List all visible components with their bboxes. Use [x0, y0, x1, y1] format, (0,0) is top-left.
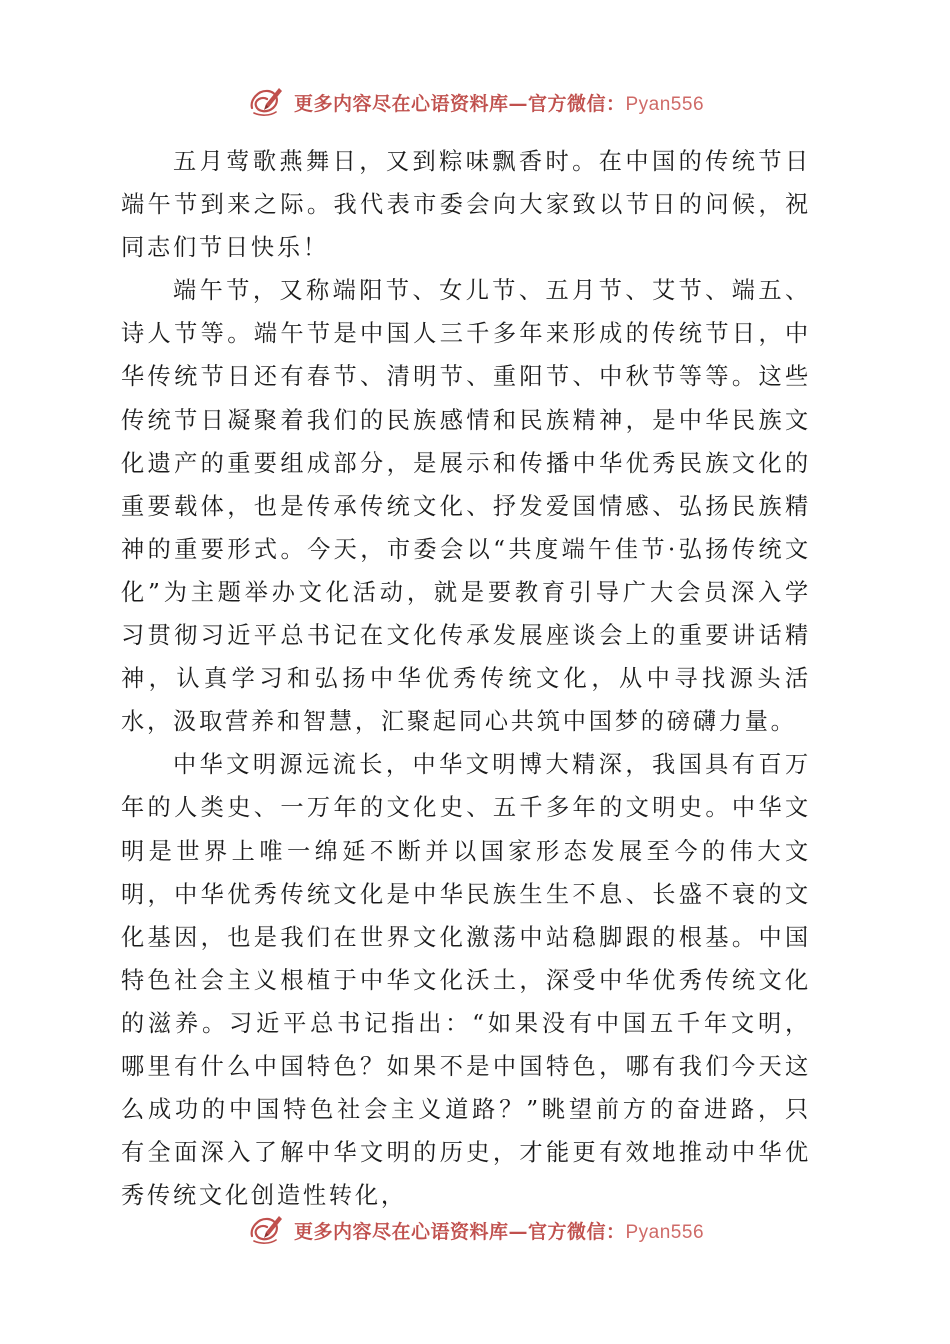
- wechat-id: Pyan556: [625, 1221, 705, 1243]
- header-banner: [0, 82, 950, 122]
- banner-title: 更多内容尽在心语资料库—官方微信：Pyan556: [293, 92, 705, 115]
- paragraph: 端午节，又称端阳节、女儿节、五月节、艾节、端五、诗人节等。端午节是中国人三千多年来形成的传统节日，中华传统节日还有春节、清明节、重阳节、中秋节等等。这些传统节日凝聚着我们的民族感情和民族精神，是中华民族文化遗产的重要组成部分，是展示和传播中华优秀民族文化的重要载体，也是传承传统文化、抒发爱国情感、弘扬民族精神的重要形式。今天，市委会以“共度端午佳节·弘扬传统文化”为主题举办文化活动，就是要教育引导广大会员深入学习贯彻习近平总书记在文化传承发展座谈会上的重要讲话精神，认真学习和弘扬中华优秀传统文化，从中寻找源头活水，汲取营养和智慧，汇聚起同心共筑中国梦的磅礴力量。: [121, 277, 811, 736]
- pen-scribble-logo-icon: [246, 82, 286, 122]
- paragraph: 五月莺歌燕舞日，又到粽味飘香时。在中国的传统节日端午节到来之际。我代表市委会向大家致以节日的问候，祝同志们节日快乐！: [121, 148, 811, 262]
- footer-banner: [0, 1210, 950, 1250]
- banner-title: 更多内容尽在心语资料库—官方微信：Pyan556: [293, 1220, 705, 1243]
- document-body: [121, 140, 811, 1217]
- wechat-id: Pyan556: [625, 93, 705, 115]
- paragraph: 中华文明源远流长，中华文明博大精深，我国具有百万年的人类史、一万年的文化史、五千多年的文明史。中华文明是世界上唯一绵延不断并以国家形态发展至今的伟大文明，中华优秀传统文化是中华民族生生不息、长盛不衰的文化基因，也是我们在世界文化激荡中站稳脚跟的根基。中国特色社会主义根植于中华文化沃土，深受中华优秀传统文化的滋养。习近平总书记指出：“如果没有中国五千年文明，哪里有什么中国特色？如果不是中国特色，哪有我们今天这么成功的中国特色社会主义道路？”眺望前方的奋进路，只有全面深入了解中华文明的历史，才能更有效地推动中华优秀传统文化创造性转化，: [121, 751, 811, 1210]
- pen-scribble-logo-icon: [246, 1210, 286, 1250]
